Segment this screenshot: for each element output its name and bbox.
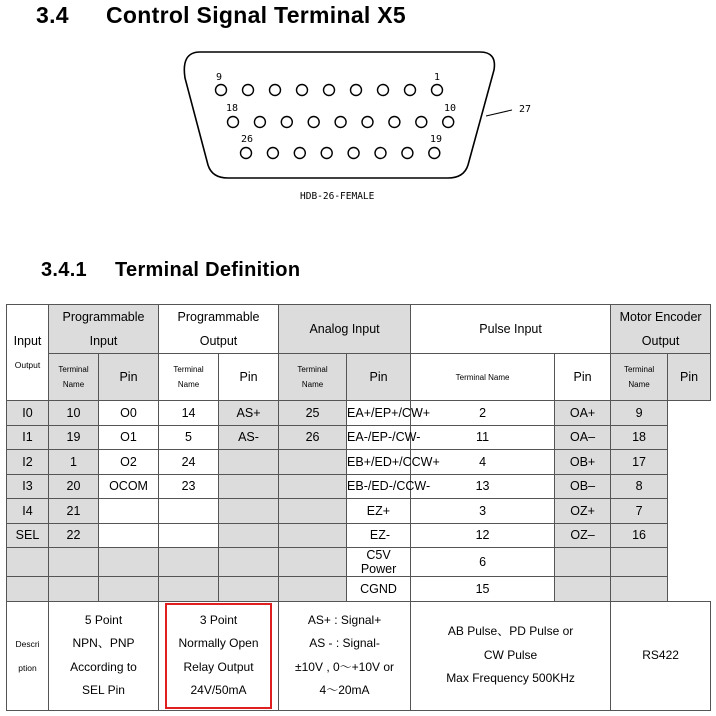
- connector-shell: [184, 52, 494, 178]
- bottom-pin-hole: [321, 148, 332, 159]
- table-cell: [49, 577, 99, 602]
- table-cell: I4: [7, 499, 49, 524]
- table-cell: 20: [49, 474, 99, 499]
- table-cell: 17: [611, 450, 668, 475]
- table-cell: [99, 548, 159, 577]
- table-cell: AS+: [219, 401, 279, 426]
- sub-pin: Pin: [99, 354, 159, 401]
- header-pulse-input: Pulse Input: [411, 305, 611, 354]
- table-cell: [159, 499, 219, 524]
- table-cell: OA–: [555, 425, 611, 450]
- side-label-input: Input: [13, 333, 42, 348]
- table-cell: [279, 523, 347, 548]
- table-cell: 15: [411, 577, 555, 602]
- table-cell: [611, 577, 668, 602]
- desc-programmable-output: [159, 601, 279, 710]
- table-cell: [219, 523, 279, 548]
- pin-label-9: 9: [216, 72, 223, 83]
- table-cell: [279, 577, 347, 602]
- table-cell: OZ–: [555, 523, 611, 548]
- table-cell: 5: [159, 425, 219, 450]
- top-pin-hole: [297, 85, 308, 96]
- top-pin-hole: [378, 85, 389, 96]
- table-cell: 26: [279, 425, 347, 450]
- middle-pin-hole: [416, 117, 427, 128]
- table-cell: 24: [159, 450, 219, 475]
- table-cell: OB–: [555, 474, 611, 499]
- table-cell: 2: [411, 401, 555, 426]
- table-cell: 25: [279, 401, 347, 426]
- table-cell: 7: [611, 499, 668, 524]
- header-analog-input: Analog Input: [279, 305, 411, 354]
- table-cell: 21: [49, 499, 99, 524]
- table-cell: OCOM: [99, 474, 159, 499]
- subsection-title: Terminal Definition: [115, 259, 301, 281]
- header-motor-encoder-output: Motor Encoder Output: [611, 305, 711, 354]
- table-cell: 22: [49, 523, 99, 548]
- connector-caption: HDB-26-FEMALE: [300, 191, 375, 202]
- table-cell: 6: [411, 548, 555, 577]
- sub-pin: Pin: [555, 354, 611, 401]
- side-label-io: [7, 305, 49, 401]
- table-row: [7, 450, 711, 475]
- middle-pin-hole: [389, 117, 400, 128]
- table-cell: I3: [7, 474, 49, 499]
- table-cell: [279, 548, 347, 577]
- table-cell: [99, 499, 159, 524]
- header-programmable-output: Programmable Output: [159, 305, 279, 354]
- desc-programmable-input: 5 Point NPN、PNP According to SEL Pin: [49, 601, 159, 710]
- top-pin-hole: [405, 85, 416, 96]
- sub-terminal-name: Terminal Name: [279, 354, 347, 401]
- top-pin-hole: [216, 85, 227, 96]
- bottom-pin-hole: [402, 148, 413, 159]
- table-cell: 10: [49, 401, 99, 426]
- top-pin-hole: [324, 85, 335, 96]
- bottom-pin-hole: [348, 148, 359, 159]
- desc-motor-encoder: RS422: [611, 601, 711, 710]
- sub-pin: Pin: [347, 354, 411, 401]
- middle-pin-hole: [443, 117, 454, 128]
- sub-terminal-name: Terminal Name: [611, 354, 668, 401]
- table-cell: [219, 499, 279, 524]
- sub-terminal-name: Terminal Name: [159, 354, 219, 401]
- table-cell: EB+/ED+/CCW+: [347, 450, 411, 475]
- sub-pin: Pin: [219, 354, 279, 401]
- top-pin-hole: [270, 85, 281, 96]
- table-cell: OA+: [555, 401, 611, 426]
- table-cell: 9: [611, 401, 668, 426]
- table-cell: AS-: [219, 425, 279, 450]
- middle-pin-hole: [228, 117, 239, 128]
- table-cell: [611, 548, 668, 577]
- table-cell: [555, 548, 611, 577]
- bottom-pin-hole: [429, 148, 440, 159]
- table-cell: 14: [159, 401, 219, 426]
- table-cell: C5V Power: [347, 548, 411, 577]
- bottom-pin-hole: [375, 148, 386, 159]
- sub-terminal-name: Terminal Name: [49, 354, 99, 401]
- pin-label-18: 18: [226, 103, 239, 114]
- pin-label-10: 10: [444, 103, 457, 114]
- bottom-pin-hole: [241, 148, 252, 159]
- side-label-output: Output: [14, 359, 41, 370]
- pin-label-26: 26: [241, 134, 254, 145]
- sub-pin: Pin: [668, 354, 711, 401]
- desc-pulse-input: AB Pulse、PD Pulse or CW Pulse Max Frequency 500KHz: [411, 601, 611, 710]
- bottom-pin-hole: [267, 148, 278, 159]
- table-cell: 1: [49, 450, 99, 475]
- table-cell: [7, 577, 49, 602]
- table-cell: [159, 523, 219, 548]
- table-cell: EA+/EP+/CW+: [347, 401, 411, 426]
- table-row: [7, 577, 711, 602]
- table-cell: EA-/EP-/CW-: [347, 425, 411, 450]
- middle-pin-hole: [281, 117, 292, 128]
- table-cell: 19: [49, 425, 99, 450]
- subsection-number: 3.4.1: [41, 259, 87, 281]
- pin-label-19: 19: [430, 134, 443, 145]
- table-cell: EZ+: [347, 499, 411, 524]
- top-pin-hole: [432, 85, 443, 96]
- table-cell: CGND: [347, 577, 411, 602]
- table-cell: 12: [411, 523, 555, 548]
- table-cell: EB-/ED-/CCW-: [347, 474, 411, 499]
- terminal-definition-table: [6, 304, 711, 711]
- sub-terminal-name: Terminal Name: [411, 354, 555, 401]
- table-cell: 4: [411, 450, 555, 475]
- table-row: [7, 425, 711, 450]
- top-pin-hole: [243, 85, 254, 96]
- db26-connector-diagram: [0, 0, 716, 220]
- table-cell: EZ-: [347, 523, 411, 548]
- middle-pin-hole: [335, 117, 346, 128]
- table-cell: 13: [411, 474, 555, 499]
- top-pin-hole: [351, 85, 362, 96]
- table-cell: [99, 523, 159, 548]
- connector-pins: [216, 85, 457, 159]
- table-cell: I2: [7, 450, 49, 475]
- bottom-pin-hole: [294, 148, 305, 159]
- desc-analog-input: AS+ : Signal+ AS - : Signal- ±10V , 0～+10V or 4～20mA: [279, 601, 411, 710]
- table-cell: [99, 577, 159, 602]
- table-row: [7, 523, 711, 548]
- table-cell: 3: [411, 499, 555, 524]
- table-cell: 11: [411, 425, 555, 450]
- table-cell: [219, 474, 279, 499]
- table-cell: O2: [99, 450, 159, 475]
- table-cell: OB+: [555, 450, 611, 475]
- middle-pin-hole: [254, 117, 265, 128]
- table-row: [7, 474, 711, 499]
- table-cell: 16: [611, 523, 668, 548]
- side-label-description: Descri ption: [7, 601, 49, 710]
- table-cell: [49, 548, 99, 577]
- table-cell: I1: [7, 425, 49, 450]
- table-cell: [219, 548, 279, 577]
- table-cell: [279, 499, 347, 524]
- highlight-box: 3 Point Normally Open Relay Output 24V/50mA: [165, 603, 272, 709]
- table-row: [7, 499, 711, 524]
- pin-label-1: 1: [434, 72, 441, 83]
- table-row: [7, 548, 711, 577]
- table-cell: I0: [7, 401, 49, 426]
- table-cell: OZ+: [555, 499, 611, 524]
- middle-pin-hole: [308, 117, 319, 128]
- leader-line-27: [486, 110, 512, 116]
- table-cell: [159, 577, 219, 602]
- table-cell: SEL: [7, 523, 49, 548]
- table-row: [7, 401, 711, 426]
- table-cell: [279, 450, 347, 475]
- subsection-heading: [41, 259, 300, 282]
- table-cell: [219, 577, 279, 602]
- section-title: Control Signal Terminal X5: [106, 2, 407, 28]
- table-cell: [159, 548, 219, 577]
- table-cell: [219, 450, 279, 475]
- table-cell: O1: [99, 425, 159, 450]
- table-cell: [555, 577, 611, 602]
- table-cell: O0: [99, 401, 159, 426]
- table-cell: [279, 474, 347, 499]
- section-number: 3.4: [36, 2, 69, 28]
- table-cell: 8: [611, 474, 668, 499]
- table-cell: 18: [611, 425, 668, 450]
- middle-pin-hole: [362, 117, 373, 128]
- table-cell: 23: [159, 474, 219, 499]
- pin-label-27: 27: [519, 104, 532, 115]
- header-programmable-input: Programmable Input: [49, 305, 159, 354]
- table-cell: [7, 548, 49, 577]
